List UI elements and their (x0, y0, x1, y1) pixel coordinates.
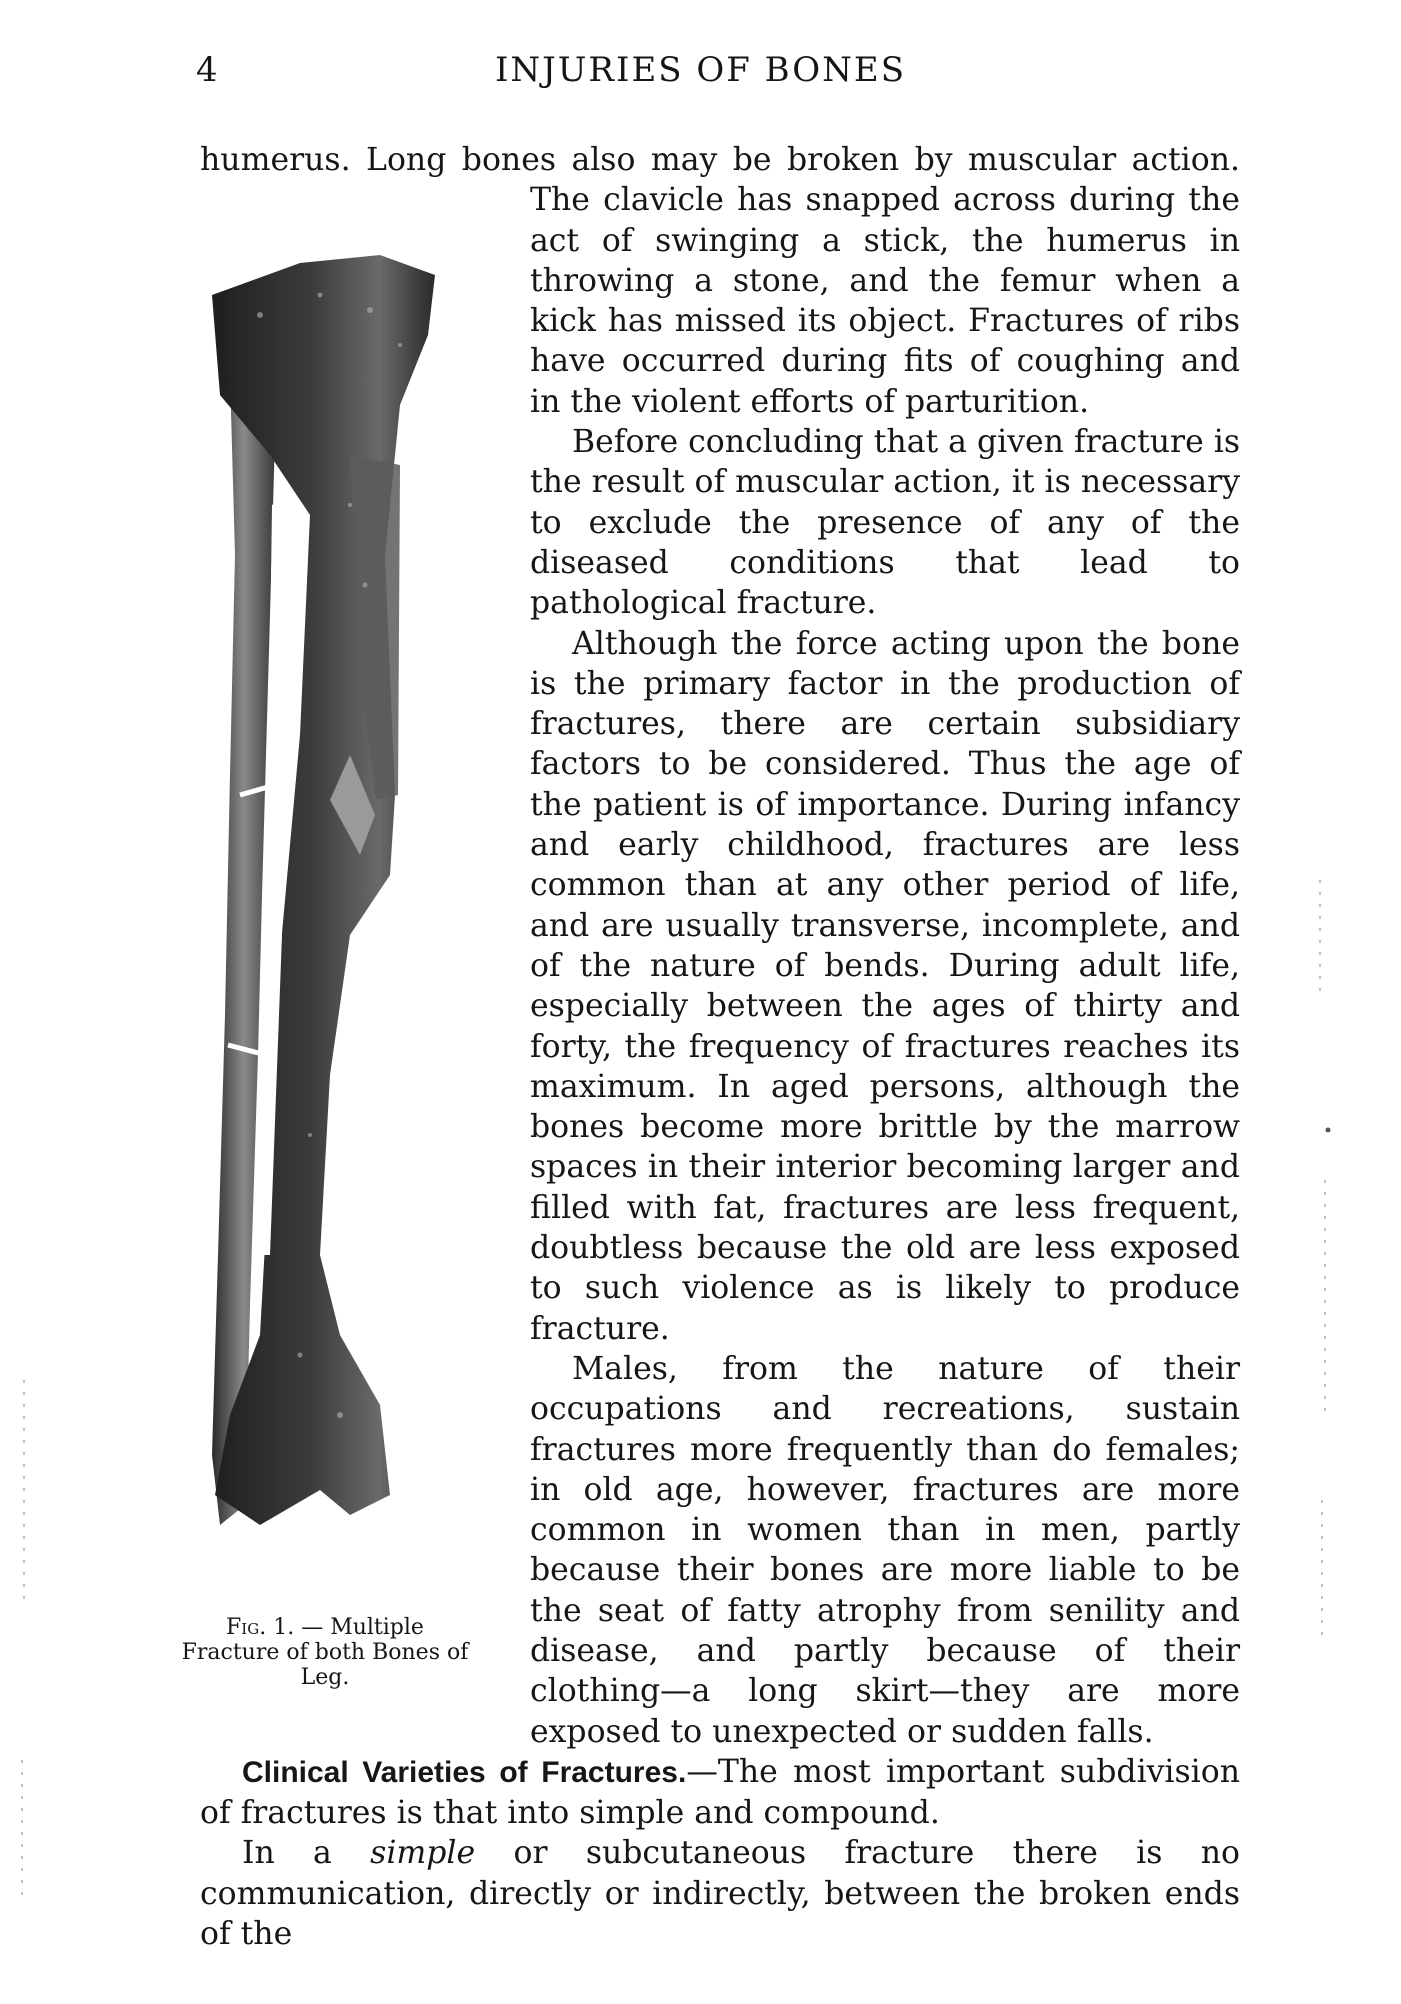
paragraph-4: Males, from the nature of their occupations and recreations, sustain fractures more frequently than do females; in old age, however, fractures are more common in women than in men, partly because their bones are more liable to be the seat of fatty atrophy from senility and disease, and partly because of their clothing—a long skirt—they are more exposed to unexpected or sudden falls. (530, 1350, 1240, 1750)
section-heading: Clinical Varieties of Fractures. (242, 1755, 687, 1789)
figure-caption-label: Fig. 1. (226, 1615, 295, 1640)
emphasis-simple: simple (370, 1835, 476, 1872)
paragraph-3: Although the force acting upon the bone is the primary factor in the production of fractures, there are certain subsidiary factors to be considered. Thus the age of the patient is of importance. During infancy and early childhood, fractures are less common than at any other period of life, and are usually transverse, incomplete, and of the nature of bends. During adult life, especially between the ages of thirty and forty, the frequency of fractures reaches its maximum. In aged persons, although the bones become more brittle by the marrow spaces in their interior becoming larger and filled with fat, fractures are less frequent, doubtless because the old are less exposed to such violence as is likely to produce fracture. (530, 625, 1240, 1347)
paragraph-6-text-a: In a (242, 1835, 371, 1872)
paragraph-6-text-b: or subcutaneous fracture there is no communication, directly or indirectly, between the broken ends of the (200, 1835, 1240, 1953)
figure-caption-text: — Multiple Fracture of both Bones of Leg. (181, 1615, 469, 1690)
paragraph-5-text: —The most important subdivision of fractures is that into simple and compound. (200, 1753, 1241, 1832)
paragraph-2: Before concluding that a given fracture is the result of muscular action, it is necessary to exclude the presence of any of the diseased conditions that lead to pathological fracture. (530, 424, 1240, 622)
running-title: INJURIES OF BONES (494, 50, 907, 90)
page-number: 4 (196, 50, 218, 90)
paragraph-1: humerus. Long bones also may be broken by muscular action. The clavicle has snapped across during the act of swinging a stick, the humerus in throwing a stone, and the femur when a kick has missed its object. Fractures of ribs have occurred during fits of coughing and in the violent efforts of parturition. (200, 142, 1240, 420)
